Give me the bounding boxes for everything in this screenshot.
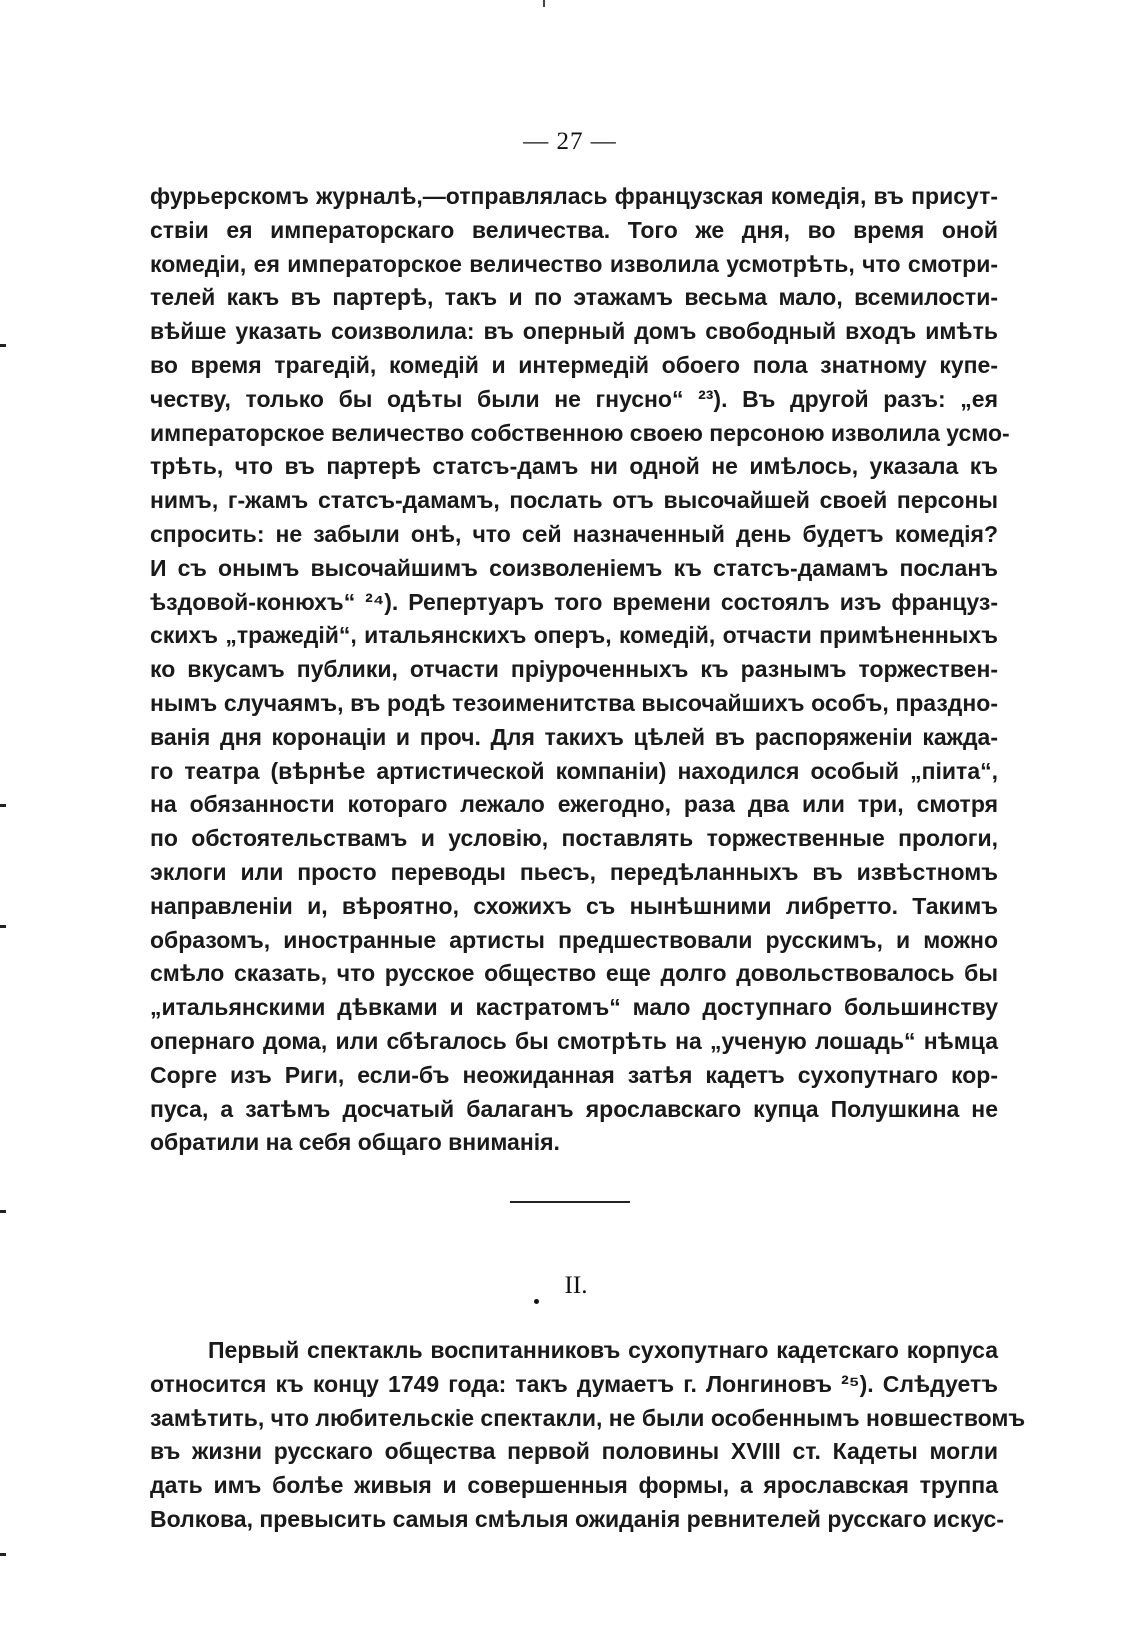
text-line: го театра (вѣрнѣе артистической компаніи) находился особый „піита“, — [150, 757, 998, 784]
text-line: ванія дня коронаціи и проч. Для такихъ цѣлей въ распоряженіи кажда- — [150, 723, 998, 750]
text-line: во время трагедій, комедій и интермедій обоего пола знатному купе- — [150, 351, 998, 378]
text-line: ствіи ея императорскаго величества. Того же дня, во время оной — [150, 216, 998, 243]
text-line: императорское величество собственною своею персоною изволила усмо- — [150, 419, 1010, 446]
text-line: ѣздовой-конюхъ“ ²⁴). Репертуаръ того времени состоялъ изъ француз- — [150, 588, 998, 615]
text-line: обратили на себя общаго вниманія. — [150, 1129, 560, 1156]
scan-artifact — [0, 1553, 6, 1556]
text-line: въ жизни русскаго общества первой половины XVIII ст. Кадеты могли — [150, 1438, 998, 1465]
text-line: дать имъ болѣе живыя и совершенныя формы, а ярославская труппа — [150, 1472, 998, 1499]
text-line: вѣйше указать соизволила: въ оперный домъ свободный входъ имѣть — [150, 318, 998, 345]
text-line: телей какъ въ партерѣ, такъ и по этажамъ весьма мало, всемилости- — [150, 284, 998, 311]
body-paragraph-1 — [150, 180, 1010, 1160]
page-number: — 27 — — [523, 128, 617, 155]
text-line: Волкова, превысить самыя смѣлыя ожиданія ревнителей русскаго искус- — [150, 1505, 1005, 1532]
scan-artifact — [0, 1210, 6, 1213]
text-line: ко вкусамъ публики, отчасти пріуроченныхъ къ разнымъ торжествен- — [150, 656, 998, 683]
scan-artifact — [0, 804, 6, 807]
text-line: спросить: не забыли онѣ, что сей назначенный день будетъ комедія? — [150, 520, 998, 547]
text-line: нымъ случаямъ, въ родѣ тезоименитства высочайшихъ особъ, праздно- — [150, 689, 998, 716]
text-line: относится къ концу 1749 года: такъ думаетъ г. Лонгиновъ ²⁵). Слѣдуетъ — [150, 1370, 998, 1397]
text-line: комедіи, ея императорское величество изволила усмотрѣть, что смотри- — [150, 250, 998, 277]
text-line: по обстоятельствамъ и условію, поставлять торжественные прологи, — [150, 825, 998, 852]
text-line: образомъ, иностранные артисты предшествовали русскимъ, и можно — [150, 926, 998, 953]
scan-artifact — [0, 344, 6, 347]
scan-artifact — [534, 1299, 539, 1304]
text-line: И съ онымъ высочайшимъ соизволеніемъ къ статсъ-дамамъ посланъ — [150, 554, 998, 581]
section-heading: II. — [564, 1272, 588, 1299]
text-line: пуса, а затѣмъ досчатый балаганъ ярославскаго купца Полушкина не — [150, 1095, 998, 1122]
text-line: замѣтить, что любительскіе спектакли, не были особеннымъ новшествомъ — [150, 1404, 1026, 1431]
text-line: эклоги или просто переводы пьесъ, передѣланныхъ въ извѣстномъ — [150, 858, 998, 885]
text-line: Первый спектакль воспитанниковъ сухопутнаго кадетскаго корпуса — [208, 1337, 998, 1363]
text-line: скихъ „тражедій“, итальянскихъ оперъ, комедій, отчасти примѣненныхъ — [150, 622, 998, 649]
text-line: фурьерскомъ журналѣ,—отправлялась французская комедія, въ присут- — [150, 183, 998, 209]
text-line: опернаго дома, или сбѣгалось бы смотрѣть на „ученую лошадь“ нѣмца — [150, 1027, 998, 1054]
text-line: смѣло сказать, что русское общество еще долго довольствовалось бы — [150, 960, 998, 987]
section-separator — [510, 1201, 630, 1203]
text-line: Сорге изъ Риги, если-бъ неожиданная затѣя кадетъ сухопутнаго кор- — [150, 1061, 998, 1088]
text-line: нимъ, г-жамъ статсъ-дамамъ, послать отъ высочайшей своей персоны — [150, 487, 998, 514]
scan-artifact — [0, 925, 6, 928]
text-line: направленіи и, вѣроятно, схожихъ съ нынѣшними либретто. Такимъ — [150, 892, 998, 919]
text-line: честву, только бы одѣты были не гнусно“ ²³). Въ другой разъ: „ея — [150, 385, 998, 412]
body-paragraph-2 — [150, 1334, 1026, 1537]
scan-artifact — [543, 0, 545, 7]
text-line: „итальянскими дѣвками и кастратомъ“ мало доступнаго большинству — [150, 994, 998, 1021]
text-line: трѣть, что въ партерѣ статсъ-дамъ ни одной не имѣлось, указала къ — [150, 453, 998, 480]
text-line: на обязанности котораго лежало ежегодно, раза два или три, смотря — [150, 791, 998, 818]
